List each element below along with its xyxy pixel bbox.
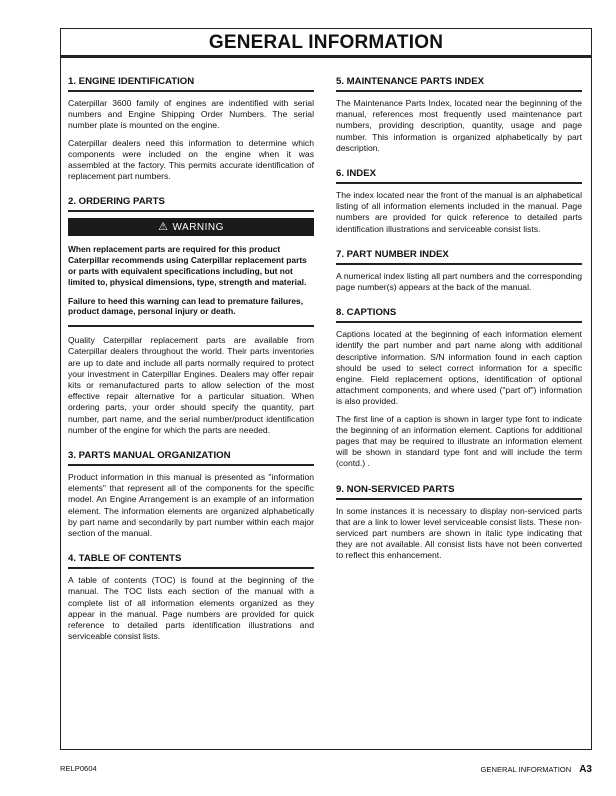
section-heading: 9. NON-SERVICED PARTS (336, 484, 582, 500)
page-number: A3 (579, 764, 592, 775)
paragraph: The Maintenance Parts Index, located near the beginning of the manual, references most frequently used maintenance part numbers, providing description, quantity, usage and page number. This information is organized alphabetically by part description. (336, 98, 582, 153)
paragraph: Caterpillar dealers need this information to determine which components were included on the engine when it was assembled at the factory. This permits accurate identification of replacement part numbers. (68, 137, 314, 182)
right-column (336, 76, 582, 576)
paragraph: A numerical index listing all part numbers and the corresponding page number(s) appears at the back of the manual. (336, 270, 582, 293)
warning-text: Failure to heed this warning can lead to premature failures, product damage, personal injury or death. (68, 295, 304, 317)
section-part-number-index (336, 249, 582, 293)
section-engine-identification (68, 76, 314, 182)
paragraph: In some instances it is necessary to display non-serviced parts that are a link to lower level serviceable consist lists. These non-serviced part numbers are shown in italic type indicating that they are not available. All consist lists have not been converted to reflect this enhancement. (336, 505, 582, 561)
paragraph: Caterpillar 3600 family of engines are indentified with serial numbers and Engine Shipping Order Numbers. The serial number plate is mounted on the engine. (68, 98, 314, 131)
paragraph: Product information in this manual is presented as "information elements" that represent all of the components for the specific model. An Engine Arrangement is an example of an information element. The information elements are organized alphabetically by part name and secondarily by part number within each major section of the manual. (68, 472, 314, 539)
footer-section: GENERAL INFORMATION (480, 765, 572, 774)
section-heading: 2. ORDERING PARTS (68, 196, 314, 212)
section-heading: 5. MAINTENANCE PARTS INDEX (336, 76, 582, 92)
paragraph: Captions located at the beginning of each information element identify the part number and part name along with additional descriptive information. S/N information found in each caption should be used to select correct information for a specific engine. Field replacement options, identification of optional attachment components, and where used ("part of") information is also provided. (336, 329, 582, 407)
footer-code: RELP0604 (60, 764, 97, 773)
paragraph: The index located near the front of the manual is an alphabetical listing of all information elements included in the manual. Page numbers are provided for quick reference to detailed parts identification illustrations and serviceable consist lists. (336, 190, 582, 234)
warning-label: WARNING (172, 222, 224, 234)
paragraph: A table of contents (TOC) is found at the beginning of the manual. The TOC lists each section of the manual with a complete list of all information elements organized as they appear in the manual. Page numbers are provided for quick reference to detailed parts identification illustrations and serviceable consist lists. (68, 575, 314, 642)
section-heading: 8. CAPTIONS (336, 307, 582, 323)
section-parts-manual-organization (68, 450, 314, 539)
section-captions (336, 307, 582, 469)
section-non-serviced-parts (336, 484, 582, 562)
section-heading: 6. INDEX (336, 168, 582, 184)
warning-text: When replacement parts are required for this product Caterpillar recommends using Caterpillar replacement parts or parts with equivalent specifications including, but not limited to, physical dimensions, type, strength and material. (68, 244, 307, 287)
section-table-of-contents (68, 553, 314, 642)
divider (68, 325, 314, 327)
section-heading: 1. ENGINE IDENTIFICATION (68, 76, 314, 92)
section-maintenance-parts-index (336, 76, 582, 154)
page-title: GENERAL INFORMATION (60, 28, 592, 58)
warning-banner (68, 218, 314, 236)
section-heading: 3. PARTS MANUAL ORGANIZATION (68, 450, 314, 466)
section-heading: 7. PART NUMBER INDEX (336, 249, 582, 265)
footer-page-info (480, 764, 592, 775)
section-index (336, 168, 582, 235)
warning-icon: ⚠ (158, 221, 169, 234)
section-ordering-parts (68, 196, 314, 436)
section-heading: 4. TABLE OF CONTENTS (68, 553, 314, 569)
paragraph: The first line of a caption is shown in larger type font to indicate the beginning of an information element. Captions for additional pages that may be required to illustrate an information element will be shown in standard type font and will include the term (contd.) . (336, 413, 582, 469)
left-column (68, 76, 314, 656)
paragraph: Quality Caterpillar replacement parts are available from Caterpillar dealers throughout the world. Their parts inventories are up to date and include all parts normally required to protect your investment in Caterpillar Engines. Dealers may offer repair kits or remanufactured parts to allow selection of the most effective repair alternative for a particular situation. When ordering parts, your order should specify the quantity, part number, part name, and the serial number/product identification number of the engine for which the parts are needed. (68, 335, 314, 435)
